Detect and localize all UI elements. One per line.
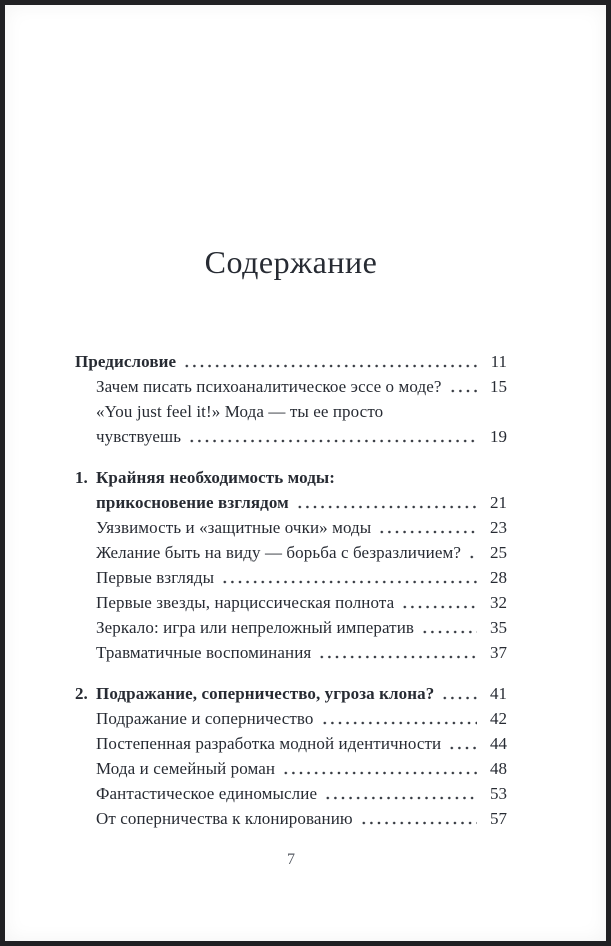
toc-entry: [75, 349, 507, 374]
entry-title: Зеркало: игра или непреложный императив: [96, 618, 415, 637]
dot-leader: [318, 655, 477, 659]
dot-leader: [401, 605, 477, 609]
entry-page-number: 57: [490, 809, 507, 828]
table-of-contents: [75, 349, 507, 831]
entry-page-number: 48: [490, 759, 507, 778]
toc-entry: [75, 465, 507, 490]
toc-entry: [75, 490, 507, 515]
toc-entry: [75, 806, 507, 831]
entry-title: Желание быть на виду — борьба с безразличием?: [96, 543, 461, 562]
entry-page-number: 19: [490, 427, 507, 446]
dot-leader: [188, 439, 477, 443]
entry-title: «You just feel it!» Мода — ты ее просто: [96, 402, 384, 421]
toc-entry: [75, 681, 507, 706]
toc-entry: [75, 640, 507, 665]
toc-entry: [75, 781, 507, 806]
dot-leader: [441, 696, 477, 700]
entry-page-number: 28: [490, 568, 507, 587]
toc-entry: [75, 374, 507, 399]
dot-leader: [378, 530, 477, 534]
dot-leader: [183, 364, 477, 368]
dot-leader: [282, 771, 477, 775]
dot-leader: [360, 821, 477, 825]
entry-page-number: 23: [490, 518, 507, 537]
dot-leader: [448, 746, 477, 750]
entry-page-number: 25: [490, 543, 507, 562]
toc-entry: [75, 515, 507, 540]
entry-page-number: 32: [490, 593, 507, 612]
entry-page-number: 41: [490, 684, 507, 703]
toc-entry: [75, 615, 507, 640]
toc-entry: [75, 565, 507, 590]
entry-title: Постепенная разработка модной идентичности: [96, 734, 442, 753]
toc-entry: [75, 590, 507, 615]
dot-leader: [321, 721, 478, 725]
entry-title: Уязвимость и «защитные очки» моды: [96, 518, 372, 537]
entry-title: Крайняя необходимость моды:: [96, 468, 336, 487]
entry-page-number: 42: [490, 709, 507, 728]
entry-title: Первые взгляды: [96, 568, 215, 587]
dot-leader: [221, 580, 477, 584]
entry-title: Фантастическое единомыслие: [96, 784, 318, 803]
dot-leader: [449, 389, 477, 393]
toc-entry: [75, 424, 507, 449]
entry-title: чувствуешь: [96, 427, 182, 446]
entry-title: прикосновение взглядом: [96, 493, 289, 512]
folio-page-number: 7: [287, 851, 295, 868]
dot-leader: [421, 630, 477, 634]
entry-title: Травматичные воспоминания: [96, 643, 312, 662]
entry-title: Подражание и соперничество: [96, 709, 314, 728]
toc-entry: [75, 756, 507, 781]
chapter-number: 1.: [75, 468, 88, 487]
dot-leader: [324, 796, 477, 800]
toc-entry: [75, 540, 507, 565]
dot-leader: [468, 555, 477, 559]
entry-page-number: 35: [490, 618, 507, 637]
entry-title: Мода и семейный роман: [96, 759, 276, 778]
entry-title: Зачем писать психоаналитическое эссе о моде?: [96, 377, 442, 396]
entry-page-number: 21: [490, 493, 507, 512]
entry-title: От соперничества к клонированию: [96, 809, 353, 828]
entry-title: Предисловие: [75, 352, 177, 371]
entry-page-number: 44: [490, 734, 507, 753]
toc-entry: [75, 731, 507, 756]
toc-entry: [75, 706, 507, 731]
dot-leader: [296, 505, 477, 509]
entry-page-number: 11: [490, 352, 507, 371]
page-title: Содержание: [204, 244, 378, 281]
entry-page-number: 37: [490, 643, 507, 662]
toc-entry: [75, 399, 507, 424]
entry-page-number: 53: [490, 784, 507, 803]
entry-title: Подражание, соперничество, угроза клона?: [96, 684, 435, 703]
entry-page-number: 15: [490, 377, 507, 396]
chapter-number: 2.: [75, 684, 88, 703]
entry-title: Первые звезды, нарциссическая полнота: [96, 593, 395, 612]
